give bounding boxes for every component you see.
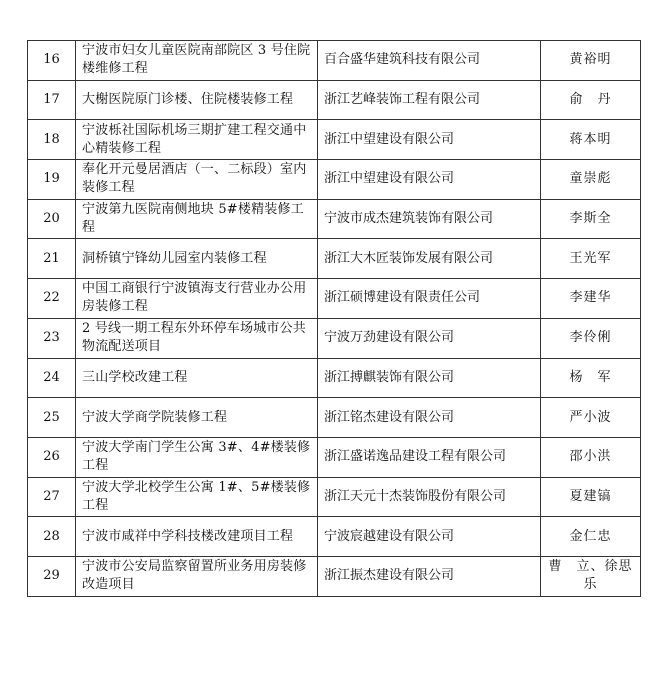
project-manager: 蒋本明 — [541, 120, 641, 160]
project-manager: 金仁忠 — [541, 517, 641, 557]
table-row — [28, 517, 641, 557]
company-name: 浙江中望建设有限公司 — [318, 120, 541, 160]
project-name: 大榭医院原门诊楼、住院楼装修工程 — [76, 80, 318, 120]
table-body — [28, 41, 641, 597]
table-row — [28, 120, 641, 160]
table-row — [28, 398, 641, 438]
company-name: 浙江大木匠装饰发展有限公司 — [318, 239, 541, 279]
project-manager: 童崇彪 — [541, 160, 641, 200]
company-name: 浙江硕博建设有限责任公司 — [318, 279, 541, 319]
project-name: 宁波大学北校学生公寓 1#、5#楼装修工程 — [76, 477, 318, 517]
project-manager: 杨 军 — [541, 358, 641, 398]
table-row — [28, 239, 641, 279]
company-name: 浙江艺峰装饰工程有限公司 — [318, 80, 541, 120]
project-name: 宁波第九医院南侧地块 5#楼精装修工程 — [76, 199, 318, 239]
project-manager: 王光军 — [541, 239, 641, 279]
table-row — [28, 318, 641, 358]
company-name: 百合盛华建筑科技有限公司 — [318, 41, 541, 81]
table-row — [28, 279, 641, 319]
table-row — [28, 41, 641, 81]
project-manager: 夏建镐 — [541, 477, 641, 517]
project-name: 宁波市公安局监察留置所业务用房装修改造项目 — [76, 556, 318, 596]
row-number: 22 — [28, 279, 76, 319]
company-name: 宁波万劲建设有限公司 — [318, 318, 541, 358]
table-row — [28, 437, 641, 477]
project-manager: 李斯全 — [541, 199, 641, 239]
table-row — [28, 80, 641, 120]
company-name: 浙江振杰建设有限公司 — [318, 556, 541, 596]
project-name: 宁波栎社国际机场三期扩建工程交通中心精装修工程 — [76, 120, 318, 160]
row-number: 25 — [28, 398, 76, 438]
company-name: 浙江盛诺逸品建设工程有限公司 — [318, 437, 541, 477]
company-name: 浙江搏麒装饰有限公司 — [318, 358, 541, 398]
company-name: 浙江天元十杰装饰股份有限公司 — [318, 477, 541, 517]
row-number: 19 — [28, 160, 76, 200]
row-number: 24 — [28, 358, 76, 398]
row-number: 26 — [28, 437, 76, 477]
project-manager: 邵小洪 — [541, 437, 641, 477]
row-number: 28 — [28, 517, 76, 557]
project-name: 中国工商银行宁波镇海支行营业办公用房装修工程 — [76, 279, 318, 319]
project-list-table — [27, 40, 641, 597]
company-name: 宁波宸越建设有限公司 — [318, 517, 541, 557]
row-number: 23 — [28, 318, 76, 358]
table-row — [28, 477, 641, 517]
project-manager: 李建华 — [541, 279, 641, 319]
project-manager: 黄裕明 — [541, 41, 641, 81]
project-name: 宁波市咸祥中学科技楼改建项目工程 — [76, 517, 318, 557]
project-name: 宁波大学南门学生公寓 3#、4#楼装修工程 — [76, 437, 318, 477]
table-row — [28, 358, 641, 398]
project-manager: 俞 丹 — [541, 80, 641, 120]
company-name: 宁波市成杰建筑装饰有限公司 — [318, 199, 541, 239]
row-number: 16 — [28, 41, 76, 81]
project-name: 宁波大学商学院装修工程 — [76, 398, 318, 438]
project-name: 洞桥镇宁锋幼儿园室内装修工程 — [76, 239, 318, 279]
table-row — [28, 199, 641, 239]
row-number: 27 — [28, 477, 76, 517]
table-row — [28, 556, 641, 596]
row-number: 18 — [28, 120, 76, 160]
project-name: 奉化开元曼居酒店（一、二标段）室内装修工程 — [76, 160, 318, 200]
project-name: 三山学校改建工程 — [76, 358, 318, 398]
project-manager: 曹 立、徐思乐 — [541, 556, 641, 596]
project-name: 宁波市妇女儿童医院南部院区 3 号住院楼维修工程 — [76, 41, 318, 81]
project-manager: 李伶俐 — [541, 318, 641, 358]
project-manager: 严小波 — [541, 398, 641, 438]
row-number: 21 — [28, 239, 76, 279]
company-name: 浙江铭杰建设有限公司 — [318, 398, 541, 438]
project-name: 2 号线一期工程东外环停车场城市公共物流配送项目 — [76, 318, 318, 358]
company-name: 浙江中望建设有限公司 — [318, 160, 541, 200]
row-number: 17 — [28, 80, 76, 120]
table-row — [28, 160, 641, 200]
row-number: 29 — [28, 556, 76, 596]
row-number: 20 — [28, 199, 76, 239]
